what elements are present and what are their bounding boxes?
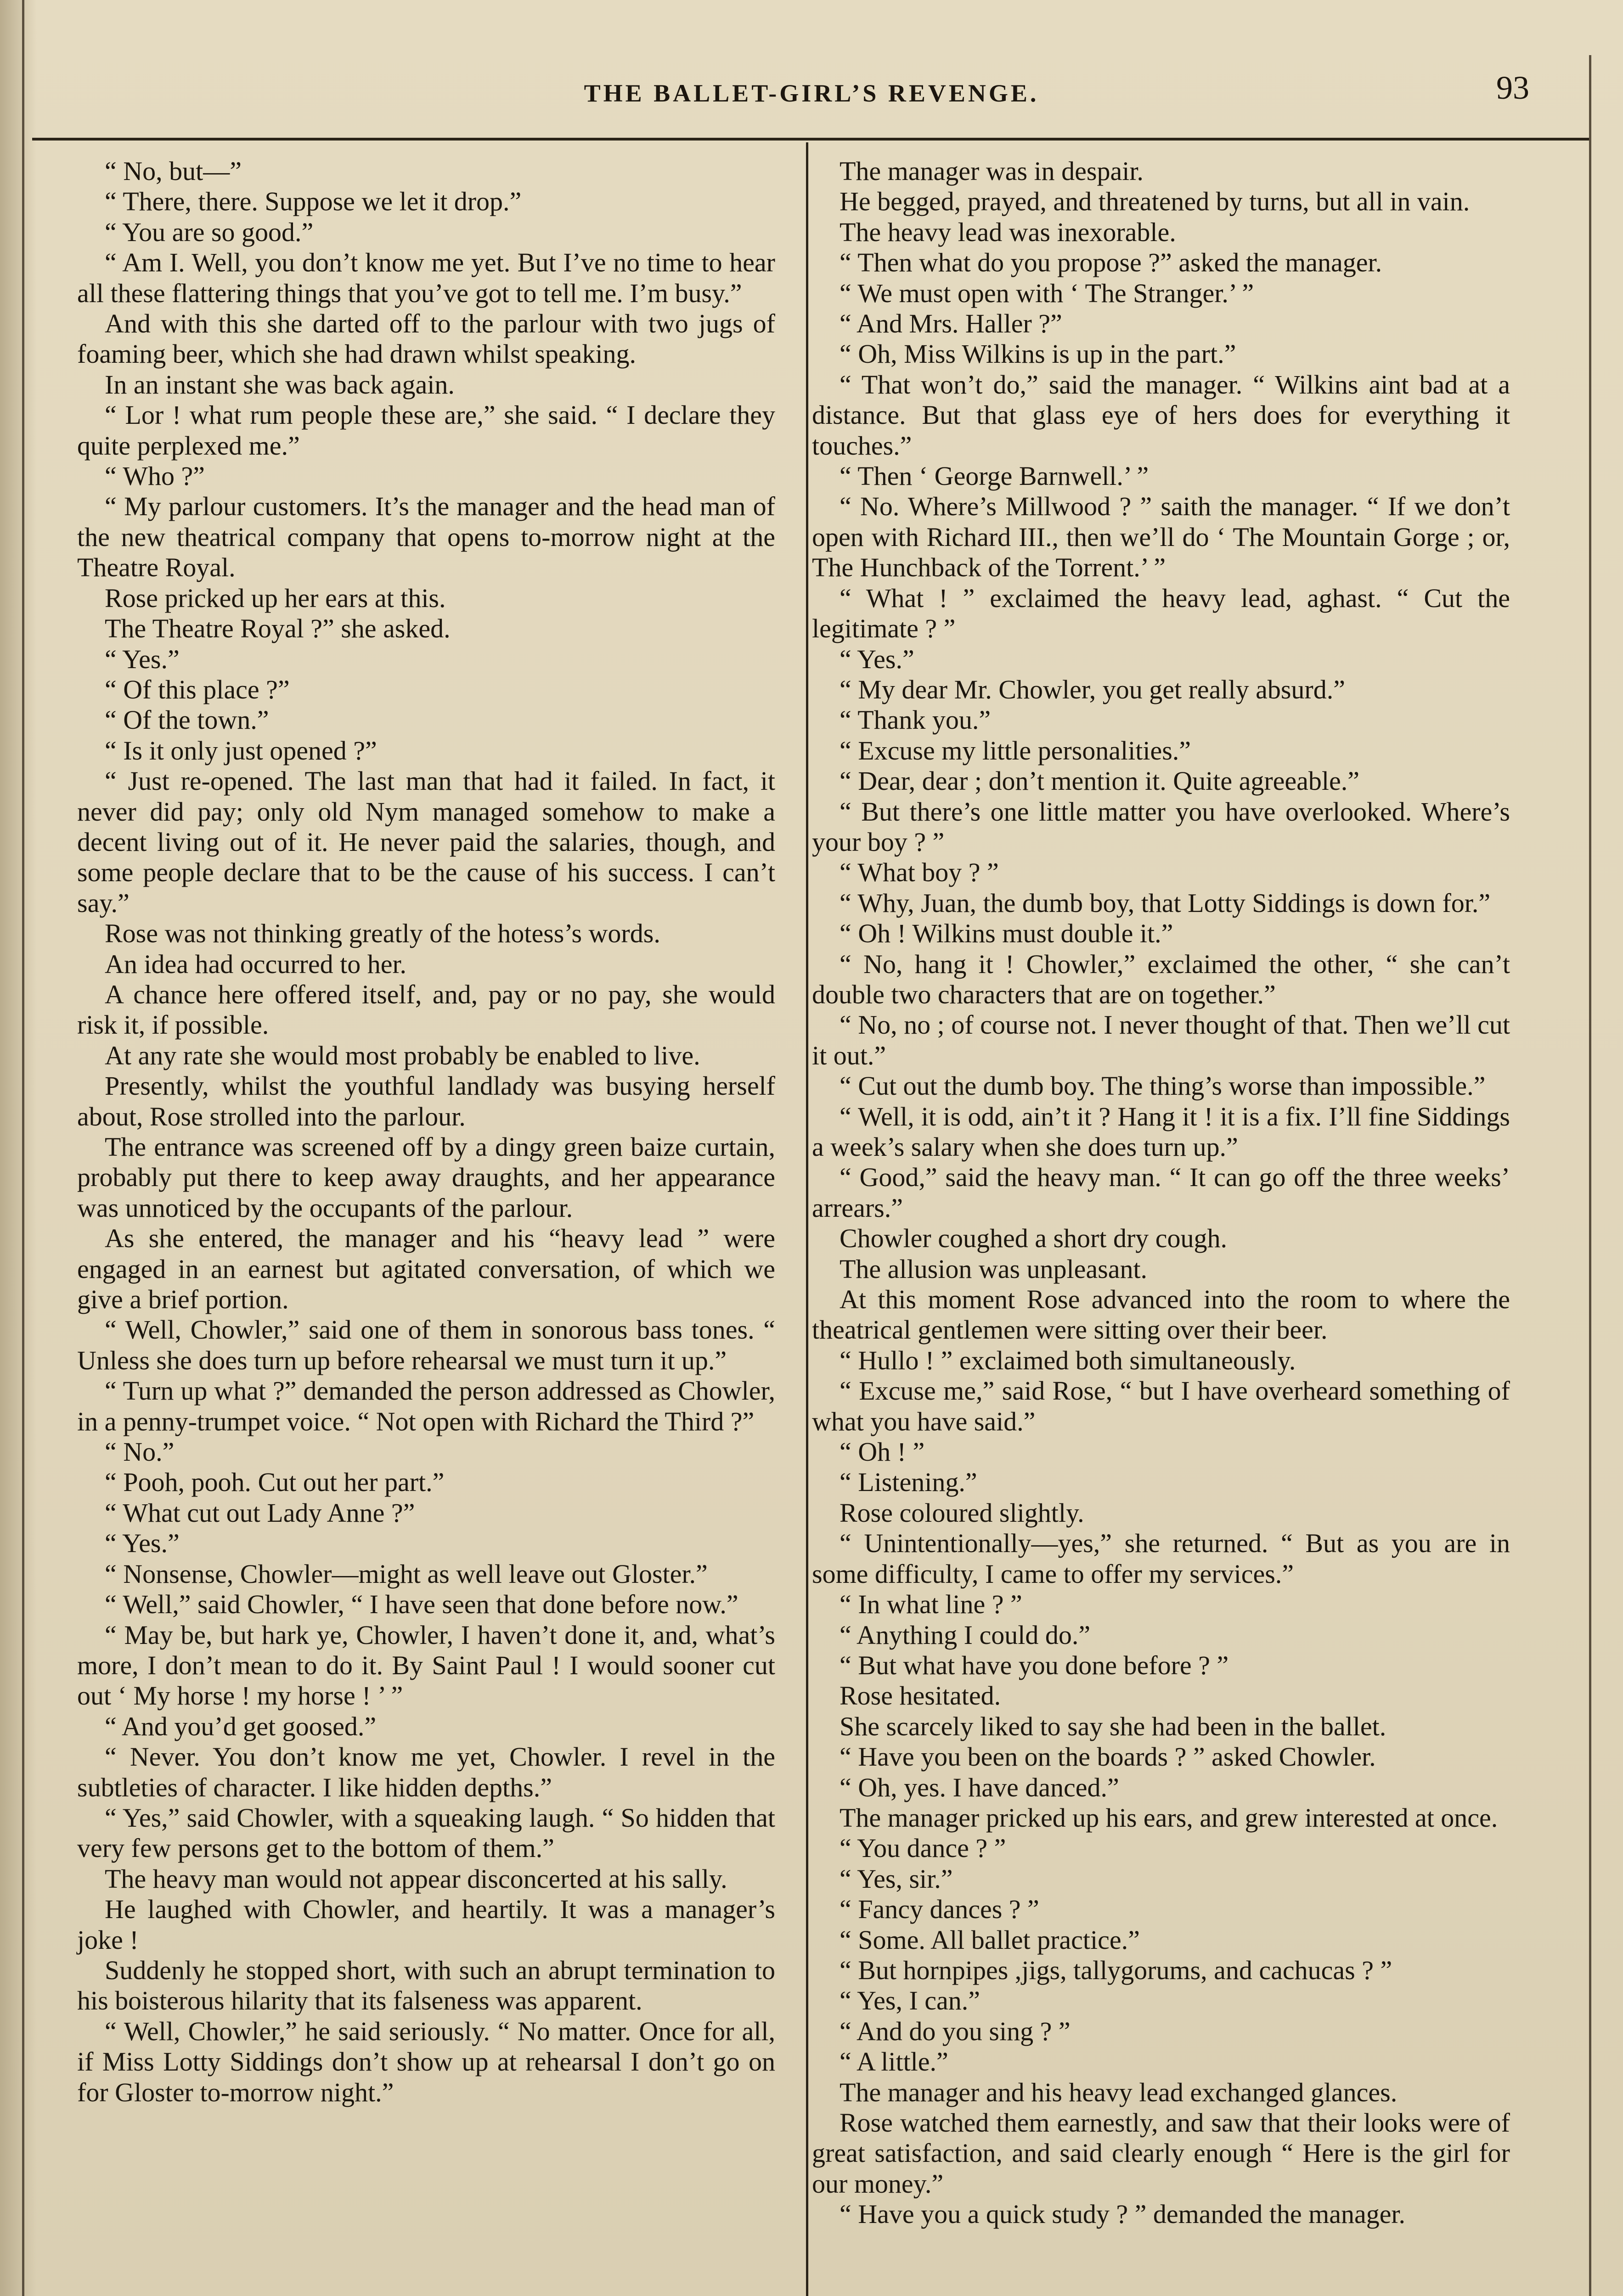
paragraph: “ But there’s one little matter you have overlooked. Where’s your boy ? ” [812,796,1510,857]
paragraph: “ No. Where’s Millwood ? ” saith the manager. “ If we don’t open with Richard III., then we’ll do ‘ The Mountain Gorge ; or, The Hunchback of the Torrent.’ ” [812,491,1510,583]
paragraph: “ Oh, Miss Wilkins is up in the part.” [840,339,1236,369]
paragraph: In an instant she was back again. [105,369,455,400]
paragraph: An idea had occurred to her. [105,949,407,979]
paragraph: “ And Mrs. Haller ?” [840,309,1062,339]
paragraph: “ Lor ! what rum people these are,” she said. “ I declare they quite perplexed me.” [77,400,775,461]
paragraph: “ Fancy dances ? ” [840,1894,1039,1925]
paragraph: The heavy man would not appear disconcerted at his sally. [105,1863,727,1894]
paragraph: “ We must open with ‘ The Stranger.’ ” [840,278,1254,308]
column-divider [806,142,808,2296]
paragraph: “ Unintentionally—yes,” she returned. “ But as you are in some difficulty, I came to offer my services.” [812,1528,1510,1589]
paragraph: “ Excuse me,” said Rose, “ but I have overheard something of what you have said.” [812,1376,1510,1436]
paragraph: “ Well,” said Chowler, “ I have seen that done before now.” [105,1589,738,1620]
header-rule [32,138,1589,141]
paragraph: The allusion was unpleasant. [840,1254,1148,1284]
paragraph: “ And do you sing ? ” [840,2016,1071,2046]
gutter-shadow [0,0,37,2296]
paragraph: “ Oh, yes. I have danced.” [840,1772,1119,1802]
paragraph: “ Of the town.” [105,705,269,735]
paragraph: “ Turn up what ?” demanded the person addressed as Chowler, in a penny-trumpet voice. “ Not open with Richard the Third ?” [77,1376,775,1436]
paragraph: At this moment Rose advanced into the room to where the theatrical gentlemen were sitting over their beer. [812,1284,1510,1345]
paragraph: “ No, hang it ! Chowler,” exclaimed the other, “ she can’t double two characters that are on together.” [812,949,1510,1009]
paragraph: Suddenly he stopped short, with such an abrupt termination to his boisterous hilarity that its falseness was apparent. [77,1955,775,2016]
paragraph: He laughed with Chowler, and heartily. It was a manager’s joke ! [77,1894,775,1955]
paragraph: “ No, no ; of course not. I never thought of that. Then we’ll cut it out.” [812,1010,1510,1070]
paragraph: “ Am I. Well, you don’t know me yet. But I’ve no time to hear all these flattering things that you’ve got to tell me. I’m busy.” [77,248,775,308]
paragraph: “ Yes,” said Chowler, with a squeaking laugh. “ So hidden that very few persons get to the bottom of them.” [77,1802,775,1863]
page-border-left [22,0,24,2296]
page-number: 93 [1496,69,1529,106]
paragraph: “ And you’d get goosed.” [105,1711,377,1741]
paragraph: “ Excuse my little personalities.” [840,735,1191,765]
paragraph: The entrance was screened off by a dingy green baize curtain, probably put there to keep away draughts, and her appearance was unnoticed by the occupants of the parlour. [77,1132,775,1223]
left-column [77,156,775,2108]
paragraph: “ Well, Chowler,” said one of them in sonorous bass tones. “ Unless she does turn up before rehearsal we must turn it up.” [77,1315,775,1375]
paragraph: “ Oh ! Wilkins must double it.” [840,918,1173,949]
paragraph: Rose watched them earnestly, and saw that their looks were of great satisfaction, and said clearly enough “ Here is the girl for our money.” [812,2108,1510,2199]
paragraph: “ Well, it is odd, ain’t it ? Hang it ! it is a fix. I’ll fine Siddings a week’s salary when she does turn up.” [812,1101,1510,1162]
page-border-right [1589,55,1591,2296]
paragraph: “ What ! ” exclaimed the heavy lead, aghast. “ Cut the legitimate ? ” [812,583,1510,644]
paragraph: “ Good,” said the heavy man. “ It can go off the three weeks’ arrears.” [812,1162,1510,1223]
paragraph: “ Just re-opened. The last man that had it failed. In fact, it never did pay; only old Nym managed somehow to make a decent living out of it. He never paid the salaries, though, and some people declare that to be the cause of his success. I can’t say.” [77,766,775,918]
paragraph: Chowler coughed a short dry cough. [840,1223,1228,1254]
paragraph: The manager was in despair. [840,156,1144,186]
paragraph: “ Dear, dear ; don’t mention it. Quite agreeable.” [840,766,1359,796]
paragraph: “ Then what do you propose ?” asked the manager. [840,248,1382,278]
paragraph: “ Why, Juan, the dumb boy, that Lotty Siddings is down for.” [840,888,1491,918]
paragraph: “ Yes, sir.” [840,1863,953,1894]
paragraph: “ Anything I could do.” [840,1620,1091,1650]
paragraph: The heavy lead was inexorable. [840,217,1176,247]
paragraph: “ You are so good.” [105,217,314,247]
paragraph: “ Have you been on the boards ? ” asked Chowler. [840,1742,1376,1772]
paragraph: Rose hesitated. [840,1681,1001,1711]
paragraph: “ Pooh, pooh. Cut out her part.” [105,1467,445,1497]
paragraph: And with this she darted off to the parlour with two jugs of foaming beer, which she had drawn whilst speaking. [77,309,775,369]
paragraph: “ Is it only just opened ?” [105,735,377,765]
paragraph: The manager pricked up his ears, and grew interested at once. [840,1802,1498,1833]
paragraph: He begged, prayed, and threatened by turns, but all in vain. [840,186,1470,217]
paragraph: “ What cut out Lady Anne ?” [105,1497,415,1528]
paragraph: “ Nonsense, Chowler—might as well leave out Gloster.” [105,1559,708,1589]
paragraph: “ Of this place ?” [105,674,290,704]
paragraph: “ Yes, I can.” [840,1986,981,2016]
paragraph: “ Oh ! ” [840,1437,925,1467]
paragraph: “ That won’t do,” said the manager. “ Wilkins aint bad at a distance. But that glass eye of hers does for everything it touches.” [812,369,1510,461]
paragraph: “ Then ‘ George Barnwell.’ ” [840,461,1149,491]
paragraph: She scarcely liked to say she had been in the ballet. [840,1711,1386,1741]
paragraph: “ Some. All ballet practice.” [840,1925,1140,1955]
paragraph: “ In what line ? ” [840,1589,1022,1620]
paragraph: “ Well, Chowler,” he said seriously. “ No matter. Once for all, if Miss Lotty Siddings don’t show up at rehearsal I don’t go on for Gloster to-morrow night.” [77,2016,775,2107]
paragraph: “ My parlour customers. It’s the manager and the head man of the new theatrical company that opens to-morrow night at the Theatre Royal. [77,491,775,583]
paragraph: “ Yes.” [840,644,914,674]
paragraph: “ But hornpipes ,jigs, tallygorums, and cachucas ? ” [840,1955,1392,1985]
paragraph: As she entered, the manager and his “heavy lead ” were engaged in an earnest but agitated conversation, of which we give a brief portion. [77,1223,775,1315]
paragraph: “ Yes.” [105,1528,180,1559]
paragraph: “ No, but—” [105,156,242,186]
paragraph: “ Cut out the dumb boy. The thing’s worse than impossible.” [840,1071,1486,1101]
paragraph: “ My dear Mr. Chowler, you get really absurd.” [840,674,1345,704]
right-column [812,156,1510,2230]
paragraph: “ May be, but hark ye, Chowler, I haven’t done it, and, what’s more, I don’t mean to do it. By Saint Paul ! I would sooner cut out ‘ My horse ! my horse ! ’ ” [77,1620,775,1711]
paragraph: Rose pricked up her ears at this. [105,583,446,613]
paragraph: “ What boy ? ” [840,857,999,888]
paragraph: “ Have you a quick study ? ” demanded the manager. [840,2199,1406,2229]
paragraph: “ Yes.” [105,644,180,674]
paragraph: Rose was not thinking greatly of the hotess’s words. [105,918,660,949]
paragraph: The Theatre Royal ?” she asked. [105,613,451,644]
running-title: THE BALLET-GIRL’S REVENGE. [584,79,1039,107]
paragraph: Rose coloured slightly. [840,1497,1084,1528]
paragraph: Presently, whilst the youthful landlady was busying herself about, Rose strolled into the parlour. [77,1071,775,1131]
paragraph: “ Thank you.” [840,705,991,735]
paragraph: A chance here offered itself, and, pay or no pay, she would risk it, if possible. [77,979,775,1040]
paragraph: The manager and his heavy lead exchanged glances. [840,2077,1398,2107]
paragraph: “ Who ?” [105,461,205,491]
paragraph: “ There, there. Suppose we let it drop.” [105,186,522,217]
paragraph: “ No.” [105,1437,175,1467]
paragraph: “ A little.” [840,2047,948,2077]
paragraph: “ Never. You don’t know me yet, Chowler. I revel in the subtleties of character. I like hidden depths.” [77,1742,775,1802]
paragraph: “ But what have you done before ? ” [840,1650,1229,1680]
paragraph: “ You dance ? ” [840,1833,1006,1863]
paragraph: “ Hullo ! ” exclaimed both simultaneously. [840,1345,1296,1375]
paragraph: “ Listening.” [840,1467,977,1497]
paragraph: At any rate she would most probably be enabled to live. [105,1040,700,1070]
